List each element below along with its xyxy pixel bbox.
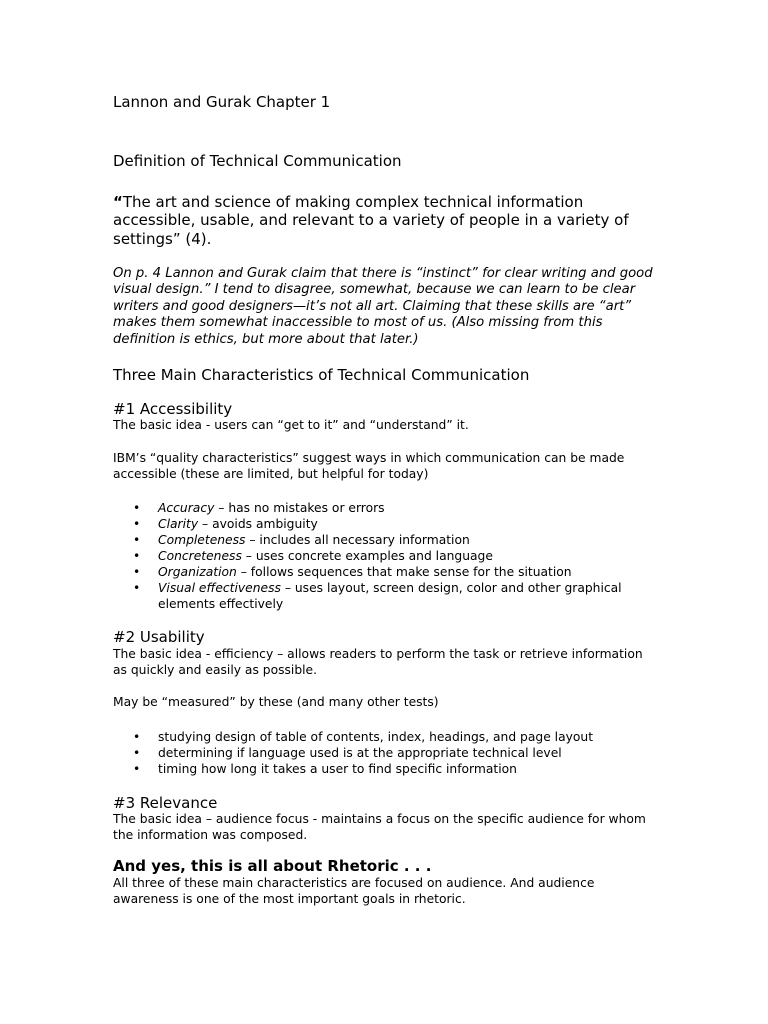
rhetoric-heading: And yes, this is all about Rhetoric . . . <box>113 857 432 875</box>
bullet-icon: • <box>133 517 141 531</box>
list-item-term: Completeness <box>158 533 246 547</box>
instructor-note: On p. 4 Lannon and Gurak claim that there is “instinct” for clear writing and good visual design.” I tend to disagree, somewhat, because we can learn to be clear writers and good designers—it’s not all art. Claiming that these skills are “art” makes them somewhat inaccessible to most of us. (Also missing from this definition is ethics, but more about that later.) <box>113 266 653 347</box>
list-item-text: determining if language used is at the appropriate technical level <box>158 746 562 760</box>
list-item-term: Organization <box>158 565 237 579</box>
list-item-desc: – avoids ambiguity <box>198 517 318 531</box>
bullet-icon: • <box>133 501 141 515</box>
list-item <box>113 745 633 761</box>
bullet-icon: • <box>133 549 141 563</box>
list-item <box>113 761 633 777</box>
list-item-text: studying design of table of contents, index, headings, and page layout <box>158 730 594 744</box>
usability-heading: #2 Usability <box>113 628 205 646</box>
definition-heading: Definition of Technical Communication <box>113 152 402 170</box>
usability-basic-idea: The basic idea - efficiency – allows readers to perform the task or retrieve information as quickly and easily as possible. <box>113 647 643 677</box>
list-item-term: Concreteness <box>158 549 242 563</box>
definition-quote <box>113 193 653 248</box>
bullet-icon: • <box>133 565 141 579</box>
relevance-basic-idea: The basic idea – audience focus - maintains a focus on the specific audience for whom the information was composed. <box>113 812 646 842</box>
list-item <box>113 564 633 580</box>
list-item-desc: – uses concrete examples and language <box>241 549 493 563</box>
list-item-text: timing how long it takes a user to find specific information <box>158 762 517 776</box>
quote-mark: “ <box>113 193 123 211</box>
list-item-desc: – includes all necessary information <box>245 533 470 547</box>
quote-text: The art and science of making complex technical information accessible, usable, and relevant to a variety of people in a variety of settings” (4). <box>113 193 629 248</box>
list-item <box>113 580 633 612</box>
list-item-desc: – has no mistakes or errors <box>214 501 385 515</box>
accessibility-list <box>113 500 633 612</box>
bullet-icon: • <box>133 581 141 595</box>
ibm-quality-paragraph: IBM’s “quality characteristics” suggest ways in which communication can be made accessible (these are limited, but helpful for today) <box>113 451 625 481</box>
usability-list <box>113 729 633 777</box>
list-item <box>113 532 633 548</box>
bullet-icon: • <box>133 746 141 760</box>
list-item-desc: – uses layout, screen design, color and other graphical elements effectively <box>158 581 622 611</box>
relevance-heading: #3 Relevance <box>113 794 218 812</box>
accessibility-heading: #1 Accessibility <box>113 400 233 418</box>
rhetoric-paragraph: All three of these main characteristics are focused on audience. And audience awareness is one of the most important goals in rhetoric. <box>113 876 595 906</box>
list-item <box>113 548 633 564</box>
bullet-icon: • <box>133 730 141 744</box>
accessibility-basic-idea: The basic idea - users can “get to it” and “understand” it. <box>113 418 469 432</box>
bullet-icon: • <box>133 533 141 547</box>
document-title: Lannon and Gurak Chapter 1 <box>113 93 331 111</box>
list-item <box>113 500 633 516</box>
list-item <box>113 516 633 532</box>
list-item-term: Visual effectiveness <box>158 581 281 595</box>
bullet-icon: • <box>133 762 141 776</box>
list-item-term: Accuracy <box>158 501 215 515</box>
list-item-desc: – follows sequences that make sense for the situation <box>236 565 572 579</box>
usability-measured: May be “measured” by these (and many other tests) <box>113 695 439 709</box>
three-characteristics-heading: Three Main Characteristics of Technical Communication <box>113 366 530 384</box>
list-item-term: Clarity <box>158 517 199 531</box>
list-item <box>113 729 633 745</box>
